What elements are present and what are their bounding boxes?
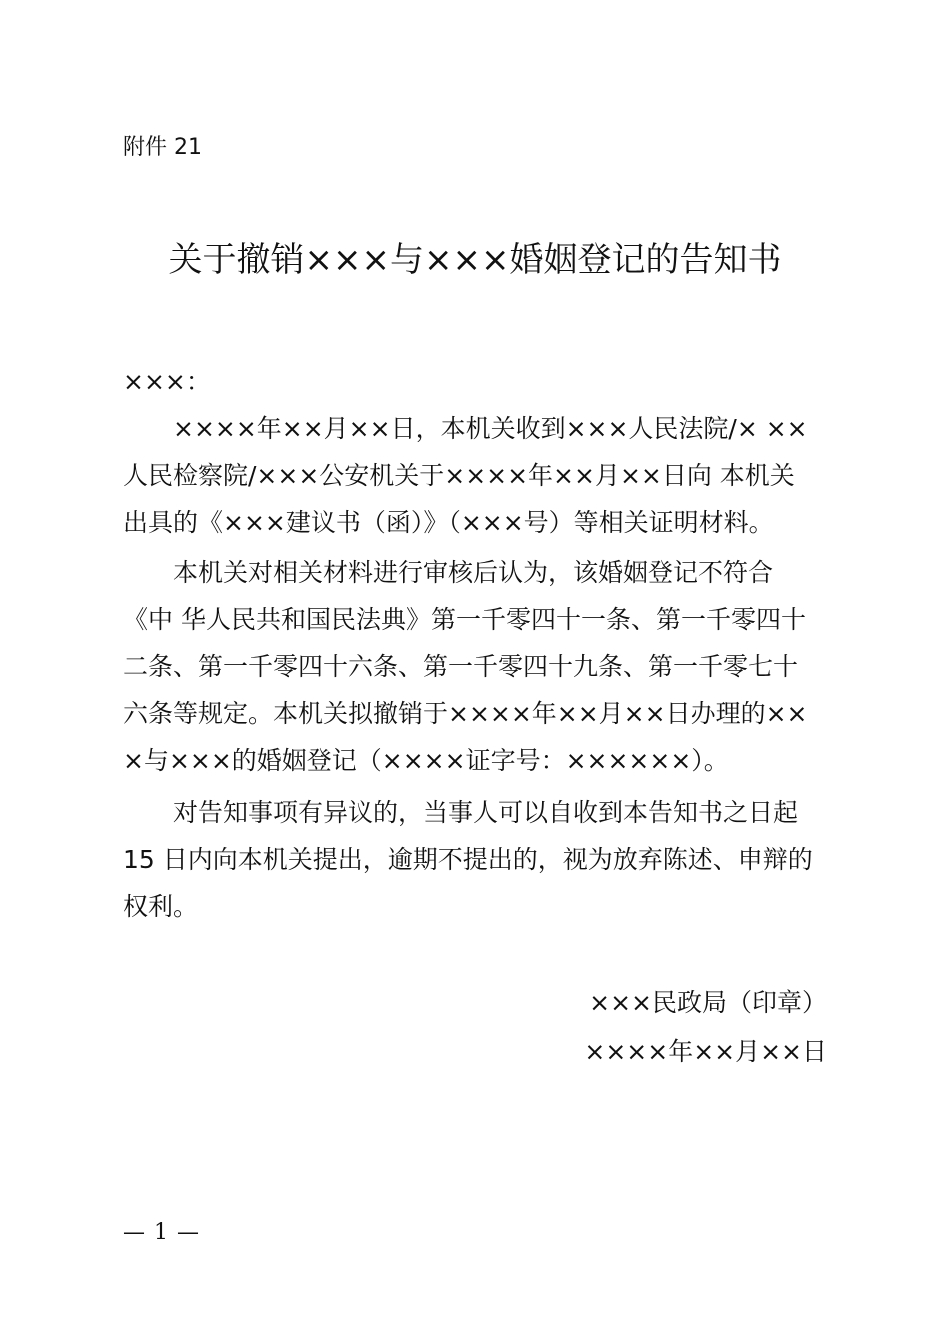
- paragraph-line: ××××年××月××日，本机关收到×××人民法院/× ××: [173, 414, 808, 443]
- paragraph-line: ×与×××的婚姻登记（××××证字号：××××××）。: [123, 746, 729, 775]
- paragraph-line: 二条、第一千零四十六条、第一千零四十九条、第一千零七十: [123, 652, 799, 681]
- paragraph-line: 15 日内向本机关提出，逾期不提出的，视为放弃陈述、申辩的: [123, 845, 813, 874]
- paragraph-line: 《中 华人民共和国民法典》第一千零四十一条、第一千零四十: [123, 605, 806, 634]
- paragraph-line: 六条等规定。本机关拟撤销于××××年××月××日办理的××: [123, 699, 808, 728]
- salutation: ×××：: [123, 367, 211, 396]
- attachment-label: 附件 21: [123, 135, 202, 160]
- issue-date: ××××年××月××日: [584, 1037, 827, 1066]
- paragraph-1: [123, 405, 827, 546]
- paragraph-line: 本机关对相关材料进行审核后认为，该婚姻登记不符合: [173, 558, 774, 587]
- paragraph-line: 出具的《×××建议书（函）》（×××号）等相关证明材料。: [123, 508, 774, 537]
- paragraph-2: [123, 549, 827, 784]
- document-title: 关于撤销×××与×××婚姻登记的告知书: [168, 240, 782, 280]
- paragraph-line: 人民检察院/×××公安机关于××××年××月××日向 本机关: [123, 461, 795, 490]
- paragraph-line: 对告知事项有异议的，当事人可以自收到本告知书之日起: [173, 798, 799, 827]
- paragraph-3: [123, 789, 827, 930]
- page-number: — 1 —: [123, 1220, 200, 1245]
- paragraph-line: 权利。: [123, 892, 199, 921]
- issuer-signature: ×××民政局（印章）: [589, 988, 827, 1017]
